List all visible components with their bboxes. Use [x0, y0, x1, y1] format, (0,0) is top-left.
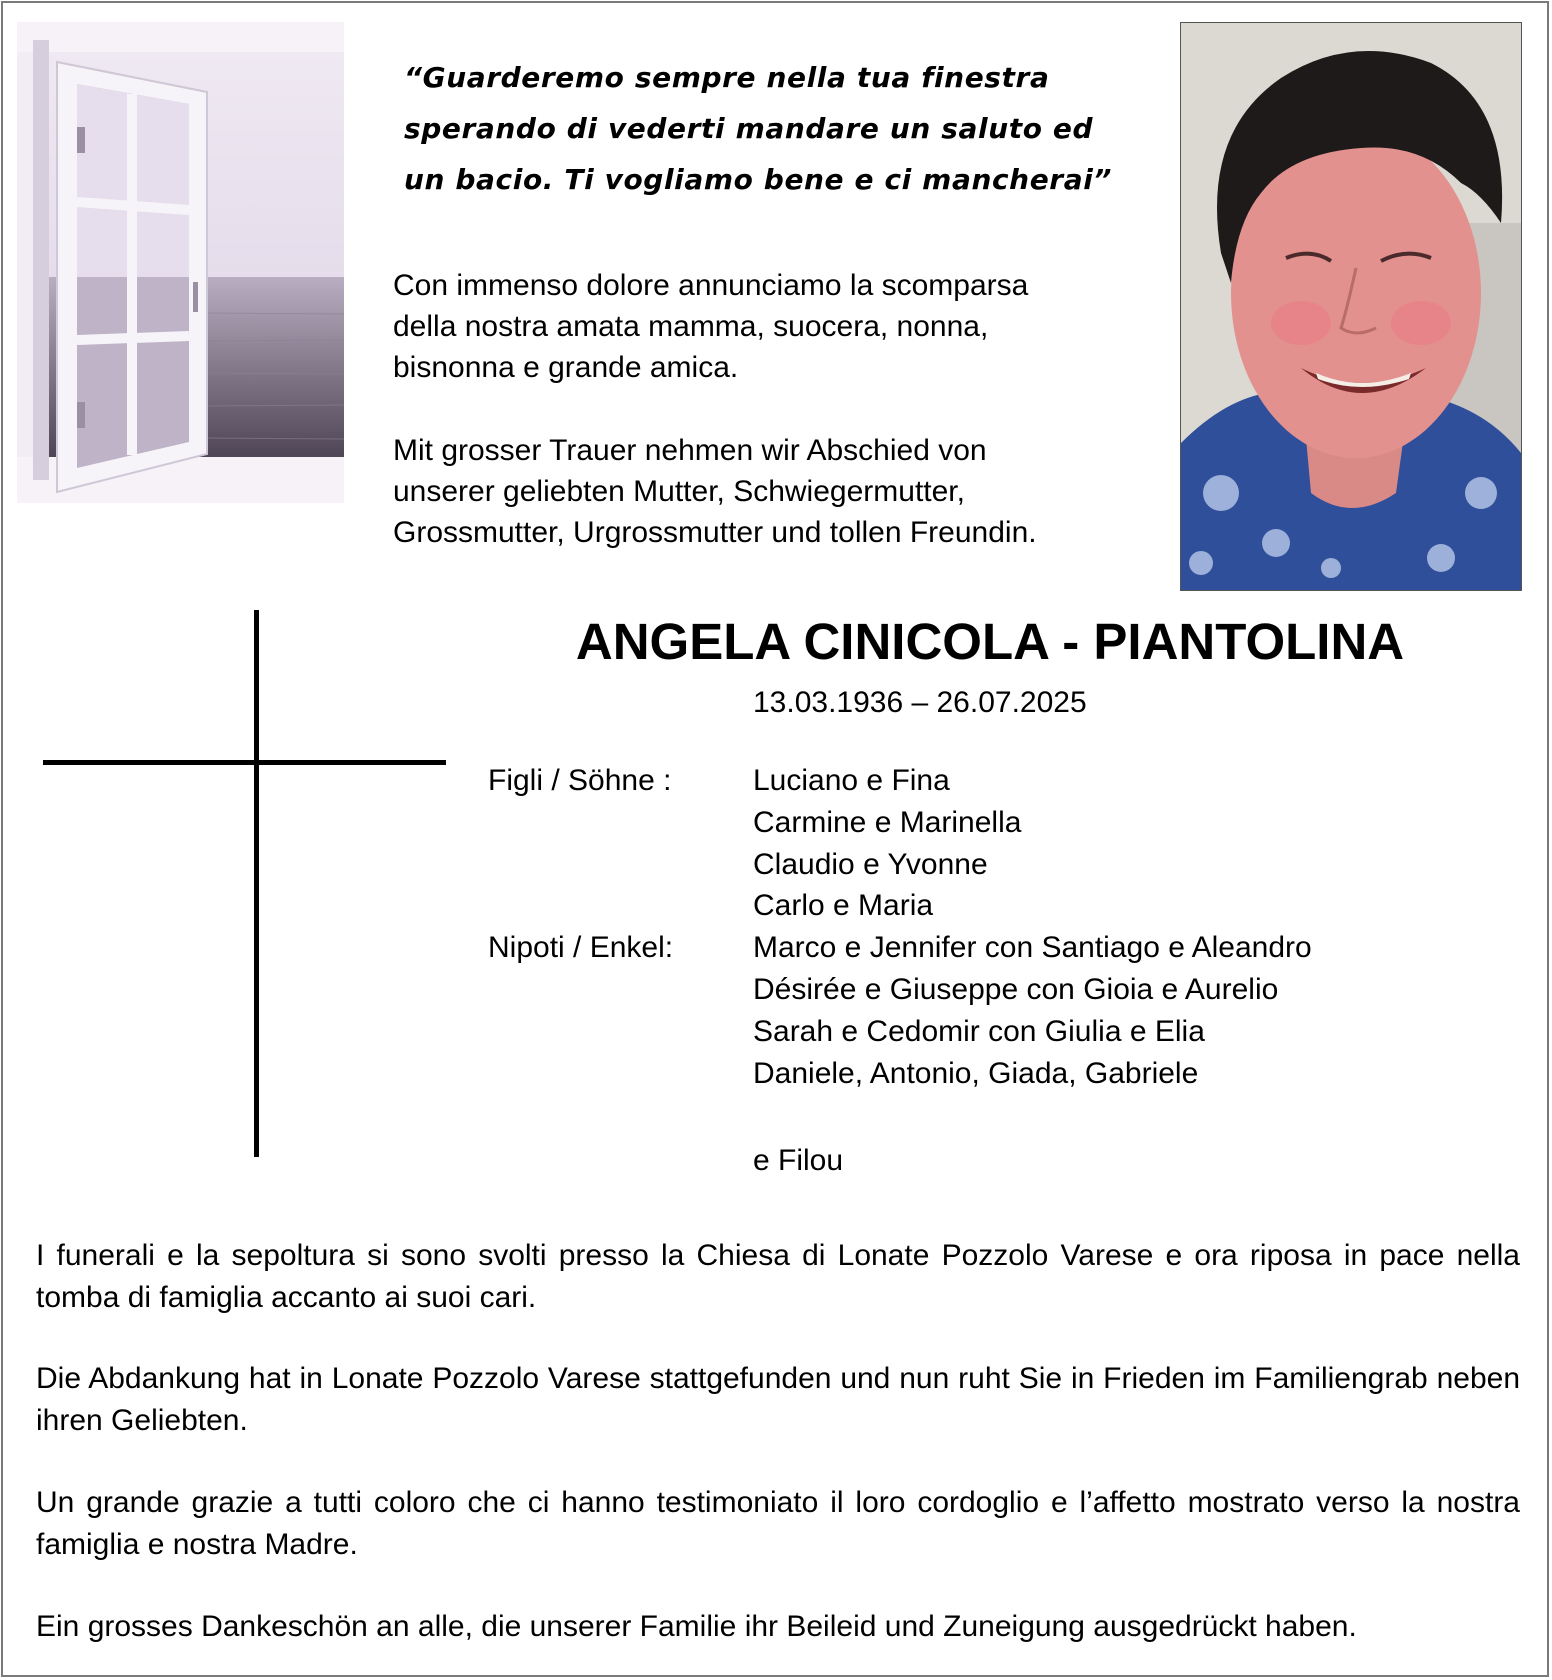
announcement-line: Con immenso dolore annunciamo la scomparsa	[393, 269, 1029, 302]
grandchildren-label: Nipoti / Enkel:	[488, 931, 674, 964]
cross-icon	[254, 610, 259, 1157]
cross-icon-bar	[43, 760, 446, 765]
list-item: Désirée e Giuseppe con Gioia e Aurelio	[753, 972, 1279, 1006]
thanks-german: Ein grosses Dankeschön an alle, die unserer Familie ihr Beileid und Zuneigung ausgedrückt haben.	[36, 1610, 1357, 1643]
announcement-german	[393, 430, 1037, 553]
list-item: Carmine e Marinella	[753, 805, 1022, 839]
quote-line: sperando di vederti mandare un saluto ed	[404, 112, 1094, 145]
life-dates: 13.03.1936 – 26.07.2025	[753, 686, 1087, 719]
funeral-note-german: Die Abdankung hat in Lonate Pozzolo Varese stattgefunden und nun ruht Sie in Frieden im Familiengrab neben ihren Geliebten.	[36, 1362, 1520, 1437]
quote-line: un bacio. Ti vogliamo bene e ci mancherai”	[404, 163, 1113, 196]
list-item-extra: e Filou	[753, 1144, 844, 1177]
announcement-italian	[393, 265, 1028, 388]
list-item: Claudio e Yvonne	[753, 847, 988, 881]
list-item: Luciano e Fina	[753, 764, 950, 797]
list-item: Carlo e Maria	[753, 889, 934, 923]
announcement-line: della nostra amata mamma, suocera, nonna,	[393, 310, 989, 343]
funeral-note-italian: I funerali e la sepoltura si sono svolti presso la Chiesa di Lonate Pozzolo Varese e ora riposa in pace nella tomba di famiglia accanto ai suoi cari.	[36, 1239, 1520, 1314]
list-item: Daniele, Antonio, Giada, Gabriele	[753, 1056, 1199, 1090]
announcement-line: Grossmutter, Urgrossmutter und tollen Freundin.	[393, 516, 1037, 549]
memorial-quote	[404, 52, 1124, 205]
family-list	[753, 760, 1312, 1094]
announcement-line: Mit grosser Trauer nehmen wir Abschied von	[393, 434, 987, 467]
children-label: Figli / Söhne :	[488, 764, 672, 797]
thanks-italian: Un grande grazie a tutti coloro che ci hanno testimoniato il loro cordoglio e l’affetto mostrato verso la nostra famiglia e nostra Madre.	[36, 1486, 1520, 1561]
open-window-image	[17, 22, 344, 503]
portrait-photo	[1180, 22, 1522, 591]
list-item: Marco e Jennifer con Santiago e Aleandro	[753, 931, 1312, 965]
quote-line: “Guarderemo sempre nella tua finestra	[404, 61, 1050, 94]
announcement-line: bisnonna e grande amica.	[393, 351, 739, 384]
list-item: Sarah e Cedomir con Giulia e Elia	[753, 1014, 1205, 1048]
deceased-name: ANGELA CINICOLA - PIANTOLINA	[575, 613, 1405, 670]
announcement-line: unserer geliebten Mutter, Schwiegermutter,	[393, 475, 965, 508]
